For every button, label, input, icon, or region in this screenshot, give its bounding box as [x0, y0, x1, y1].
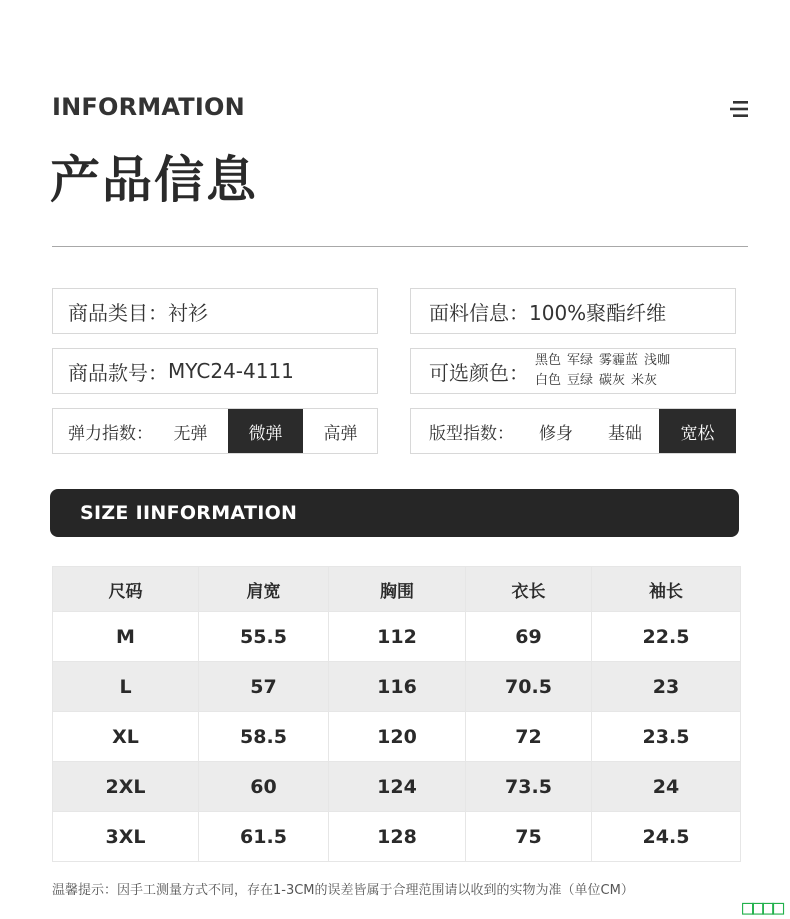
measurement-note: 温馨提示：因手工测量方式不同，存在1-3CM的误差皆属于合理范围请以收到的实物为准（单位CM） — [52, 883, 634, 898]
table-cell: M — [53, 612, 199, 662]
size-info-title: SIZE IINFORMATION — [80, 502, 298, 524]
table-cell: 57 — [199, 662, 329, 712]
table-cell: 61.5 — [199, 812, 329, 862]
table-row — [53, 662, 741, 712]
color-option: 碳灰 — [599, 373, 626, 388]
header-chest: 胸围 — [329, 567, 466, 612]
header-shoulder: 肩宽 — [199, 567, 329, 612]
table-row — [53, 712, 741, 762]
table-cell: 124 — [329, 762, 466, 812]
table-cell: 75 — [466, 812, 592, 862]
fit-option-loose[interactable]: 宽松 — [659, 409, 736, 453]
elasticity-option-high[interactable]: 高弹 — [323, 423, 358, 444]
divider — [52, 246, 748, 247]
information-heading: INFORMATION — [52, 93, 245, 121]
table-cell: 128 — [329, 812, 466, 862]
menu-icon[interactable] — [728, 99, 750, 119]
category-label: 商品类目： — [68, 300, 168, 325]
color-option: 白色 — [535, 373, 562, 388]
fit-box — [410, 408, 736, 454]
table-cell: 2XL — [53, 762, 199, 812]
fabric-value: 100%聚酯纤维 — [529, 300, 667, 325]
table-cell: 120 — [329, 712, 466, 762]
fit-option-slim[interactable]: 修身 — [539, 423, 573, 444]
colors-box — [410, 348, 736, 394]
fit-label: 版型指数： — [429, 423, 514, 444]
color-option: 黑色 — [535, 353, 562, 368]
table-cell: 24 — [592, 762, 741, 812]
style-no-box — [52, 348, 378, 394]
table-cell: 60 — [199, 762, 329, 812]
table-row — [53, 612, 741, 662]
color-option: 豆绿 — [567, 373, 594, 388]
size-info-bar — [50, 489, 739, 537]
color-list — [535, 351, 676, 391]
category-box — [52, 288, 378, 334]
elasticity-label: 弹力指数： — [68, 423, 153, 444]
color-option: 雾霾蓝 — [599, 353, 639, 368]
table-cell: 73.5 — [466, 762, 592, 812]
color-option: 军绿 — [567, 353, 594, 368]
table-row — [53, 812, 741, 862]
color-option: 米灰 — [631, 373, 658, 388]
header-sleeve: 袖长 — [592, 567, 741, 612]
header-length: 衣长 — [466, 567, 592, 612]
table-cell: 55.5 — [199, 612, 329, 662]
table-cell: 23 — [592, 662, 741, 712]
table-cell: L — [53, 662, 199, 712]
table-cell: 3XL — [53, 812, 199, 862]
fit-option-regular[interactable]: 基础 — [608, 423, 642, 444]
table-cell: 72 — [466, 712, 592, 762]
category-value: 衬衫 — [168, 300, 208, 325]
corner-mark: □□□□ — [742, 895, 783, 919]
table-cell: 58.5 — [199, 712, 329, 762]
table-cell: 112 — [329, 612, 466, 662]
table-cell: 23.5 — [592, 712, 741, 762]
color-option: 浅咖 — [644, 353, 671, 368]
table-cell: 24.5 — [592, 812, 741, 862]
header-size: 尺码 — [53, 567, 199, 612]
elasticity-option-none[interactable]: 无弹 — [173, 423, 208, 444]
table-row — [53, 762, 741, 812]
style-no-value: MYC24-4111 — [168, 359, 294, 383]
table-cell: 22.5 — [592, 612, 741, 662]
table-cell: 116 — [329, 662, 466, 712]
fabric-label: 面料信息： — [429, 300, 529, 325]
table-cell: XL — [53, 712, 199, 762]
style-no-label: 商品款号： — [68, 360, 168, 385]
size-table — [52, 566, 741, 862]
colors-label: 可选颜色： — [429, 360, 529, 385]
table-cell: 69 — [466, 612, 592, 662]
table-header-row — [53, 567, 741, 612]
fabric-box — [410, 288, 736, 334]
elasticity-option-slight[interactable]: 微弹 — [228, 409, 303, 453]
table-cell: 70.5 — [466, 662, 592, 712]
product-info-title: 产品信息 — [50, 151, 258, 209]
elasticity-box — [52, 408, 378, 454]
